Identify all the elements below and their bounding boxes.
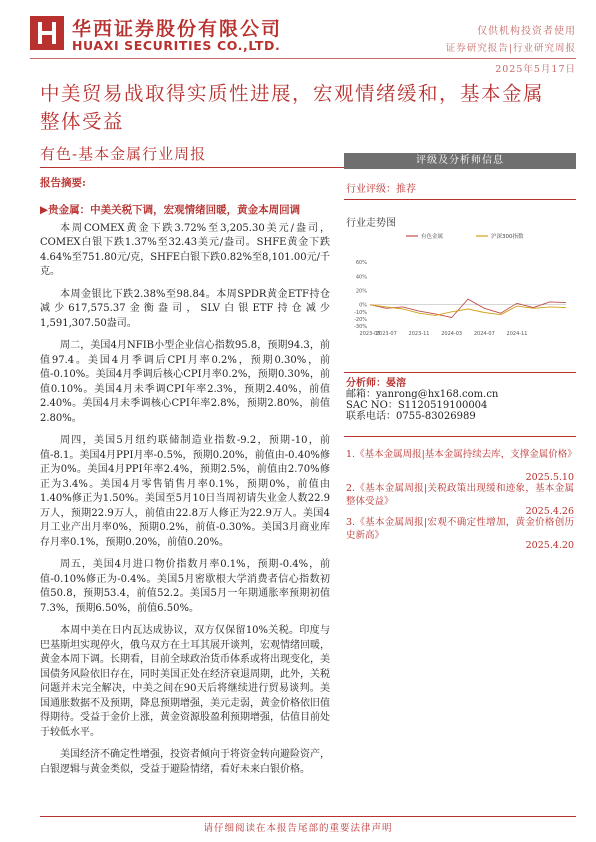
footer-disclaimer[interactable]: 请仔细阅读在本报告尾部的重要法律声明 <box>203 823 393 834</box>
company-name-cn: 华西证券股份有限公司 <box>72 18 283 40</box>
paragraph-tuesday: 周二，美国4月NFIB小型企业信心指数95.8，预期94.3，前值97.4。美国4月季调后CPI月率0.2%，预期0.30%，前值-0.10%。美国4月季调后核心CPI月率0.2%，预期0.30%，前值0.10%。美国4月未季调CPI年率2.3%，预期2.40%，前值2.40%。美国4月未季调核心CPI年率2.8%，预期2.80%，前值2.80%。 <box>40 340 330 424</box>
report-date: 2025年5月17日 <box>495 64 576 75</box>
report-type: 证券研究报告|行业研究周报 <box>445 43 576 54</box>
report-subtitle: 有色-基本金属行业周报 <box>40 145 207 163</box>
y-tick-label: 20% <box>355 288 367 295</box>
header-divider <box>30 58 576 59</box>
trend-chart-title: 行业走势图 <box>346 218 396 229</box>
analyst-line <box>346 378 498 389</box>
y-tick-label: 60% <box>355 260 367 267</box>
analyst-label: 分析师： <box>346 378 386 389</box>
paragraph-thursday: 周四，美国5月纽约联储制造业指数-9.2，预期-10，前值-8.1。美国4月PPI月率-0.5%，预期0.20%，前值由-0.40%修正为0%。美国4月PPI年率2.4%，预期2.5%，前值由2.70%修正为3.4%。美国4月零售销售月率0.1%，预期0%，前值由1.40%修正为1.50%。美国至5月10日当周初请失业金人数22.9万人，预期22.9万人，前值由22.8万人修正为22.9万人。美国4月工业产出月率0%，预期0.2%，前值-0.30%。美国3月商业库存月率0.1%，预期0.20%，前值0.20%。 <box>40 435 330 548</box>
legend-label-1: 沪深300指数 <box>491 234 524 240</box>
company-name-en: HUAXI SECURITIES CO.,LTD. <box>72 38 281 53</box>
paragraph-friday: 周五，美国4月进口物价指数月率0.1%，预期-0.4%，前值-0.10%修正为-0.4%。美国5月密歇根大学消费者信心指数初值50.8，预期53.4，前值52.2。美国5月一年期通胀率预期初值7.3%，预期6.50%，前值6.50%。 <box>40 559 330 614</box>
abstract-heading: 报告摘要: <box>40 177 86 189</box>
sidebar-divider-2 <box>344 372 576 373</box>
paragraph-outlook: 本周中美在日内瓦达成协议，双方仅保留10%关税。印度与巴基斯坦实现停火，俄乌双方在土耳其展开谈判，宏观情绪回暖，黄金本周下调。长期看，目前全球政治货币体系或将出现变化，美国债务风险依旧存在，同时美国正处在经济衰退周期，此外，关税问题并未完全解决，中美之间在90天后将继续进行贸易谈判。美国通胀数据不及预期，降息预期增强，美元走弱，黄金价格依旧值得期待。受益于金价上涨，黄金资源股盈利预期增强，估值目前处于较低水平。 <box>40 625 330 738</box>
rating-label: 行业评级： <box>346 184 396 195</box>
y-tick-label: -10% <box>354 309 367 316</box>
legend-label-0: 有色金属 <box>421 234 444 240</box>
precious-metals-heading: ▶贵金属：中美关税下调，宏观情绪回暖，黄金本周回调 <box>40 203 301 216</box>
paragraph-etf: 本周金银比下跌2.38%至98.84。本周SPDR黄金ETF持仓减少617,575.37金衡盎司，SLV白银ETF持仓减少1,591,307.50盎司。 <box>40 288 330 329</box>
company-logo-icon <box>30 16 64 50</box>
sidebar-header: 评级及分析师信息 <box>344 153 576 169</box>
x-tick-label: 2023-07 <box>375 331 397 337</box>
paragraph-silver: 美国经济不确定性增强，投资者倾向于将资金转向避险资产，白银逻辑与黄金类似，受益于避险情绪，看好未来白银价格。 <box>40 749 330 775</box>
abstract-column <box>40 176 330 785</box>
related-report-1[interactable]: 1.《基本金属周报|基本金属持续去库，支撑金属价格》 <box>346 449 577 460</box>
footer-divider <box>40 816 576 817</box>
report-title: 中美贸易战取得实质性进展，宏观情绪缓和，基本金属整体受益 <box>40 82 545 133</box>
trend-chart-svg <box>346 226 574 341</box>
x-tick-label: 2024-07 <box>473 331 495 337</box>
y-tick-label: 40% <box>355 274 367 281</box>
rating-value: 推荐 <box>396 184 416 195</box>
related-report-3[interactable]: 3.《基本金属周报|宏观不确定性增加，黄金价格创历史新高》 <box>346 517 574 541</box>
analyst-sac: SAC NO：S1120519100004 <box>346 400 488 411</box>
x-tick-label: 2024-03 <box>441 331 463 337</box>
analyst-name: 晏溶 <box>386 378 406 389</box>
analyst-email: 邮箱：yanrong@hx168.com.cn <box>346 389 499 400</box>
sidebar-divider-3 <box>344 436 576 437</box>
trend-chart <box>346 226 574 341</box>
y-tick-label: 0% <box>359 302 367 309</box>
x-tick-label: 2023-05 <box>359 331 381 337</box>
related-report-2[interactable]: 2.《基本金属周报|关税政策出现缓和迹象，基本金属整体受益》 <box>346 483 574 507</box>
paragraph-prices: 本周COMEX黄金下跌3.72%至3,205.30美元/盎司，COMEX白银下跌1.37%至32.43美元/盎司。SHFE黄金下跌4.64%至751.80元/克，SHFE白银下跌0.82%至8,101.00元/千克。 <box>40 222 330 277</box>
industry-rating <box>346 180 416 195</box>
audience-tag: 仅供机构投资者使用 <box>477 26 576 37</box>
x-tick-label: 2024-11 <box>506 331 528 337</box>
y-tick-label: -20% <box>354 316 367 323</box>
related-report-1-date: 2025.5.10 <box>525 472 574 483</box>
y-tick-label: -30% <box>354 324 367 330</box>
related-report-3-date: 2025.4.20 <box>525 540 574 551</box>
related-report-2-date: 2025.4.26 <box>525 506 574 517</box>
x-tick-label: 2023-11 <box>408 331 430 337</box>
sidebar-divider <box>344 199 576 200</box>
analyst-phone: 联系电话：0755-83026989 <box>346 411 476 422</box>
analyst-block <box>346 378 498 422</box>
